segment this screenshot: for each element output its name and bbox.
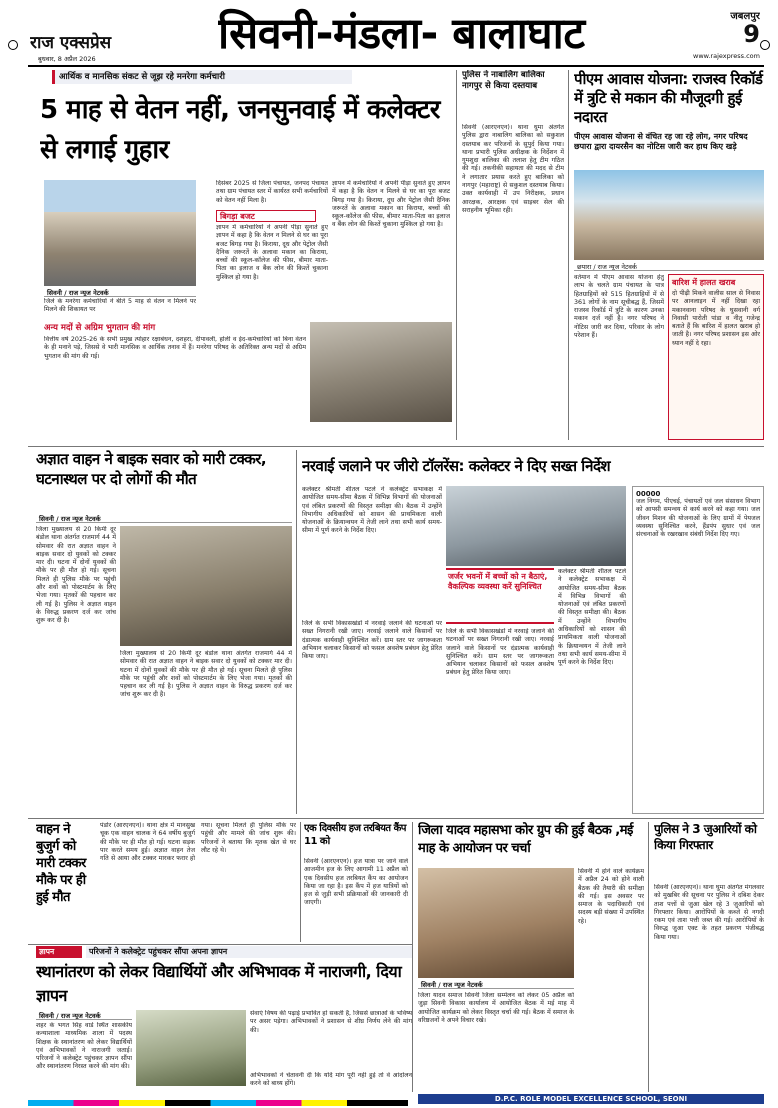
- story3-headline: पीएम आवास योजना: राजस्व रिकॉर्ड में त्रुटि से मकान की मौजूदगी हुई नदारत: [574, 70, 763, 126]
- story1-photo-desc: जिले के मनरेगा कर्मचारियों ने बीते 5 माह से वेतन न मिलने पर मिलने की शिकायत पर: [44, 298, 196, 314]
- story7-body: सिवनी (आरएनएन)। हज यात्रा पर जाने वाले आजमीन हज के लिए आगामी 11 अप्रैल को एक दिवसीय हज तरबियत कैंप का आयोजन किया जा रहा है। इस कैंप में हज यात्रियों को हज से जुड़ी सभी प्रक्रियाओं की जानकारी दी जाएगी।: [304, 858, 408, 907]
- story8-body: जिला यादव समाज सिवनी जिला सम्मेलन को लेकर 05 अप्रैल को जुड़ा सिवनी विकास कार्यालय में आयोजित बैठक में मई माह में आयोजित कार्यक्रम को लेकर विस्तृत चर्चा की गई। बैठक में समाज के वरिष्ठजनों ने अपने विचार रखे।: [418, 992, 574, 1024]
- story5-note-title: 00000: [636, 490, 661, 498]
- story1-headline: 5 माह से वेतन नहीं, जनसुनवाई में कलेक्टर से लगाई गुहार: [40, 95, 440, 165]
- story3-box-text: दो पीढ़ी मिकने वालीस साल से निवास पर आनलाइन में नहीं दिखा रहा मकानवाना परिषद के घुसवानी वर्ग निवासी पारोती पांडा व नीतू गजेन्द्र बताते हैं कि बारिश में हालत खराब हो जाती है। नगर परिषद प्रशासन इस ओर ध्यान नहीं दे रहा।: [672, 290, 760, 347]
- story4-photo: [120, 526, 292, 646]
- city-name: जबलपुर: [730, 11, 760, 22]
- story1-box-title: बिगड़ा बजट: [216, 210, 316, 222]
- story1-body: दिसंबर 2025 से जिला पंचायत, जनपद पंचायत तथा ग्राम पंचायत स्तर में कार्यरत सभी कर्मचारियों को वेतन नहीं मिला है।: [216, 180, 328, 204]
- story5-note-text: जल निगम, पीएचई, पंचायतों एवं जल संसाधन विभाग को आपसी समन्वय से कार्य करने को कहा गया। जल जीवन मिशन की योजनाओं के लिए ग्रामों में पेयजल व्यवस्था सुनिश्चित करने, हैंडपंप सुधार एवं जल संरचनाओं के रखरखाव संबंधी निर्देश दिए गए।: [636, 498, 760, 539]
- column-divider: [300, 822, 301, 942]
- story2-body: सिवनी (आरएनएन)। थाना धुमा अंतर्गत पुलिस द्वारा नाबालिग बालिका को सकुशल दस्तयाब कर परिजनों के सुपुर्द किया गया। थाना प्रभारी पुलिस अधीक्षक के निर्देशन में गुमशुदा बालिका की तलाश हेतु टीम गठित की गई। तकनीकी सहायता की मदद से टीम ने लगातार प्रयास करते हुए बालिका को नागपुर (महाराष्ट्र) से सकुशल दस्तयाब किया। उक्त कार्यवाही में उप निरीक्षक, प्रधान आरक्षक, आरक्षक एवं साइबर सेल की सराहनीय भूमिका रही।: [462, 124, 564, 214]
- story8-photo: [418, 868, 574, 978]
- story8-body2: सिवनी में होने वाले कार्यक्रम में अप्रैल 24 को होने वाली बैठक की तैयारी की समीक्षा की गई। इस अवसर पर समाज के पदाधिकारी एवं सदस्य बड़ी संख्या में उपस्थित रहे।: [578, 868, 644, 925]
- story5-callout: जर्जर भवनों में बच्चों को न बैठाएं, वैकल्पिक व्यवस्था करें सुनिश्चित: [446, 568, 554, 624]
- story3-body: वर्तमान में पीएम आवास योजना हेतु लाभ के चलते ग्राम पंचायत के पात्र हितग्राहियों को 515 हितग्राहियों में से 361 लोगों के नाम सूचीबद्ध हैं, जिसमें राजस्व रिकॉर्ड में त्रुटि के कारण उनका मकान दर्ज नहीं है। नगर परिषद ने नोटिस जारी कर दिया, परिवार के लोग परेशान हैं।: [574, 274, 664, 340]
- column-divider: [648, 822, 649, 1092]
- story10-photo: [136, 1010, 246, 1086]
- story5-note: [632, 486, 764, 814]
- story3-box: [668, 274, 764, 440]
- section-divider: [28, 446, 764, 447]
- story5-body: कलेक्टर श्रीमती शीतल पटले ने कलेक्ट्रेट सभाकक्ष में आयोजित समय-सीमा बैठक में विभिन्न विभागों की योजनाओं एवं लंबित प्रकरणों की विस्तृत समीक्षा की। बैठक में उन्होंने विभागीय अधिकारियों को शासन की प्राथमिकता वाली योजनाओं के क्रियान्वयन में तेजी लाने तथा सभी कार्य समय-सीमा में पूर्ण करने के निर्देश दिए।: [302, 486, 442, 535]
- story10-kicker: परिजनों ने कलेक्ट्रेट पहुंचकर सौंपा अपना ज्ञापन: [86, 946, 412, 958]
- story3-subhead: पीएम आवास योजना से वंचित रह जा रहे लोग, नगर परिषद छपारा द्वारा दायरसैन का नोटिस जारी कर हाथ किए खड़े: [574, 132, 748, 152]
- story4-body-cont: जिला मुख्यालय से 20 किमी दूर बंडोल थाना अंतर्गत राजमार्ग 44 में सोमवार की रात अज्ञात वाहन ने बाइक सवार दो युवकों को टक्कर मार दी। घटना में दोनों युवकों की मौके पर ही मौत हो गई। सूचना मिलते ही पुलिस मौके पर पहुंची और शवों को पोस्टमार्टम के लिए भेजा गया। मृतकों की पहचान कर ली गई है। पुलिस ने अज्ञात वाहन के विरुद्ध प्रकरण दर्ज कर जांच शुरू कर दी है।: [120, 650, 292, 699]
- story1-kicker: आर्थिक व मानसिक संकट से जूझ रहे मनरेगा कर्मचारी: [52, 70, 352, 84]
- story1-photo2: [310, 322, 452, 422]
- story8-caption: सिवनी / राज न्यूज नेटवर्क: [418, 979, 574, 989]
- story10-body2: सेवाएं विषय की पढ़ाई प्रभावित हो सकती है, जिससे छात्राओं के भविष्य पर असर पड़ेगा। अभिभावकों ने प्रशासन से शीघ्र निर्णय लेने की मांग की।: [250, 1010, 412, 1034]
- color-bar: [28, 1100, 408, 1106]
- story5-photo: [446, 486, 626, 566]
- story1-sub-text: वित्तीय वर्ष 2025-26 के सभी प्रमुख त्योहार रक्षाबंधन, दशहरा, दीपावली, होली व ईद-कर्मचारियों को बिना वेतन के ही मनाने पड़े, जिससे वे भारी मानसिक व आर्थिक तनाव में हैं। मनरेगा परिषद के अतिरिक्त अन्य मदों से अग्रिम भुगतान की मांग की गई।: [44, 336, 306, 360]
- story5-body2: जिले के सभी विकासखंडों में नरवाई जलाने की घटनाओं पर सख्त निगरानी रखी जाए। नरवाई जलाने वाले किसानों पर दंडात्मक कार्यवाही सुनिश्चित करें। ग्राम स्तर पर जागरूकता अभियान चलाकर किसानों को फसल अवशेष प्रबंधन हेतु प्रेरित किया जाए।: [302, 620, 442, 661]
- story5-headline: नरवाई जलाने पर जीरो टॉलरेंस: कलेक्टर ने दिए सख्त निर्देश: [302, 457, 611, 475]
- header-divider: [28, 65, 764, 67]
- story6-body: पंडोर (आरएनएन)। थाना क्षेत्र में मानसुख चूक एक वाहन चालक ने 64 वर्षीय बुजुर्ग की मौके पर ही मौत हो गई। घटना सड़क पार करते समय हुई। अज्ञात वाहन तेज गति से आया और टक्कर मारकर फरार हो गया। सूचना मिलते ही पुलिस मौके पर पहुंची और मामले की जांच शुरू की। परिजनों ने बताया कि मृतक खेत से घर लौट रहे थे।: [100, 822, 296, 863]
- column-divider: [296, 450, 297, 814]
- story10-body3: अभिभावकों ने चेतावनी दी कि यदि मांग पूरी नहीं हुई तो वे आंदोलन करने को बाध्य होंगे।: [250, 1072, 412, 1088]
- story10-body: शहर के भगत सिंह वार्ड स्थित शासकीय कन्याशाला माध्यमिक शाला में पदस्थ शिक्षक के स्थानांतरण को लेकर विद्यार्थियों एवं अभिभावकों ने नाराजगी जताई। परिजनों ने कलेक्ट्रेट पहुंचकर ज्ञापन सौंपा और स्थानांतरण निरस्त करने की मांग की।: [36, 1022, 132, 1071]
- column-divider: [412, 822, 413, 1092]
- website-url: www.rajexpress.com: [693, 52, 760, 60]
- story3-photo-caption: छपारा / राज न्यूज नेटवर्क: [574, 261, 764, 271]
- story5-body2-cont: जिले के सभी विकासखंडों में नरवाई जलाने की घटनाओं पर सख्त निगरानी रखी जाए। नरवाई जलाने वाले किसानों पर दंडात्मक कार्यवाही सुनिश्चित करें। ग्राम स्तर पर जागरूकता अभियान चलाकर किसानों को फसल अवशेष प्रबंधन हेतु प्रेरित किया जाए।: [446, 628, 554, 677]
- story1-sub-title: अन्य मदों से अग्रिम भुगतान की मांग: [44, 323, 156, 333]
- story1-photo: [44, 180, 196, 286]
- story9-body: सिवनी (आरएनएन)। थाना घुमा अंतर्गत मंगलवार को मुखबिर की सूचना पर पुलिस ने दबिश देकर ताश पत्तों से जुआ खेल रहे 3 जुआरियों को गिरफ्तार किया। आरोपियों के कब्जे से नगदी रकम एवं ताश पत्ती जब्त की गई। आरोपियों के विरुद्ध जुआ एक्ट के तहत प्रकरण पंजीबद्ध किया गया।: [654, 884, 764, 941]
- story3-photo: [574, 170, 764, 260]
- page-number: 9: [743, 20, 760, 48]
- story4-body: जिला मुख्यालय से 20 किमी दूर बंडोल थाना अंतर्गत राजमार्ग 44 में सोमवार की रात अज्ञात वाहन ने बाइक सवार दो युवकों को टक्कर मार दी। घटना में दोनों युवकों की मौके पर ही मौत हो गई। सूचना मिलते ही पुलिस मौके पर पहुंची और शवों को पोस्टमार्टम के लिए भेजा गया। मृतकों की पहचान कर ली गई है। पुलिस ने अज्ञात वाहन के विरुद्ध प्रकरण दर्ज कर जांच शुरू कर दी है।: [36, 526, 116, 625]
- story10-label: ज्ञापन: [36, 946, 82, 958]
- column-divider: [568, 70, 569, 440]
- story10-headline: स्थानांतरण को लेकर विद्यार्थियों और अभिभावक में नाराजगी, दिया ज्ञापन: [36, 962, 402, 1005]
- story6-headline: वाहन ने बुजुर्ग को मारी टक्कर मौके पर ही हुई मौत: [36, 822, 86, 905]
- story1-photo-caption: सिवनी / राज न्यूज नेटवर्क: [44, 287, 196, 297]
- story10-caption: सिवनी / राज न्यूज नेटवर्क: [36, 1010, 132, 1020]
- issue-date: बुधवार, 8 अप्रैल 2026: [38, 55, 96, 63]
- story1-box-text: ज्ञापन में कर्मचारियों ने अपनी पीड़ा सुनाते हुए ज्ञापन में कहा है कि वेतन न मिलने से घर का पूरा बजट बिगड़ गया है। किराया, दूध और पेट्रोल जैसी दैनिक जरूरतें के अलावा मकान का किराया, बच्चों की स्कूल-कॉलेज की फीस, बीमार माता-पिता का इलाज व बैंक लोन की किश्तें चुकाना मुश्किल हो गया है।: [216, 224, 328, 281]
- story4-headline: अज्ञात वाहन ने बाइक सवार को मारी टक्कर, घटनास्थल पर दो लोगों की मौत: [36, 450, 267, 488]
- story3-box-title: बारिश में हालत खराब: [672, 278, 736, 287]
- story8-headline: जिला यादव महासभा कोर ग्रुप की हुई बैठक ,मई माह के आयोजन पर चर्चा: [418, 823, 633, 856]
- ad-school-name: D.P.C. ROLE MODEL EXCELLENCE SCHOOL, SEONI: [494, 1095, 688, 1103]
- story5-body-col3: कलेक्टर श्रीमती शीतल पटले ने कलेक्ट्रेट सभाकक्ष में आयोजित समय-सीमा बैठक में विभिन्न विभागों की योजनाओं एवं लंबित प्रकरणों की विस्तृत समीक्षा की। बैठक में उन्होंने विभागीय अधिकारियों को शासन की प्राथमिकता वाली योजनाओं के क्रियान्वयन में तेजी लाने तथा सभी कार्य समय-सीमा में पूर्ण करने के निर्देश दिए।: [558, 568, 626, 667]
- section-divider: [28, 818, 764, 819]
- story9-headline: पुलिस ने 3 जुआरियों को किया गिरफ्तार: [654, 822, 757, 852]
- page-title: सिवनी-मंडला- बालाघाट: [218, 9, 585, 59]
- section-divider: [28, 944, 412, 945]
- registration-mark: [8, 40, 18, 50]
- story4-caption: सिवनी / राज न्यूज नेटवर्क: [36, 513, 292, 523]
- story7-headline: एक दिवसीय हज तरबियत कैंप 11 को: [304, 823, 406, 847]
- story1-box-text-cont: ज्ञापन में कर्मचारियों ने अपनी पीड़ा सुनाते हुए ज्ञापन में कहा है कि वेतन न मिलने से घर का पूरा बजट बिगड़ गया है। किराया, दूध और पेट्रोल जैसी दैनिक जरूरतें के अलावा मकान का किराया, बच्चों की स्कूल-कॉलेज की फीस, बीमार माता-पिता का इलाज व बैंक लोन की किश्तें चुकाना मुश्किल हो गया है।: [332, 180, 450, 229]
- masthead-logo: राज एक्सप्रेस: [30, 33, 112, 53]
- column-divider: [456, 70, 457, 440]
- story2-headline: पुलिस ने नाबालिग बालिका नागपुर से किया दस्तयाब: [462, 70, 545, 92]
- registration-mark: [760, 40, 770, 50]
